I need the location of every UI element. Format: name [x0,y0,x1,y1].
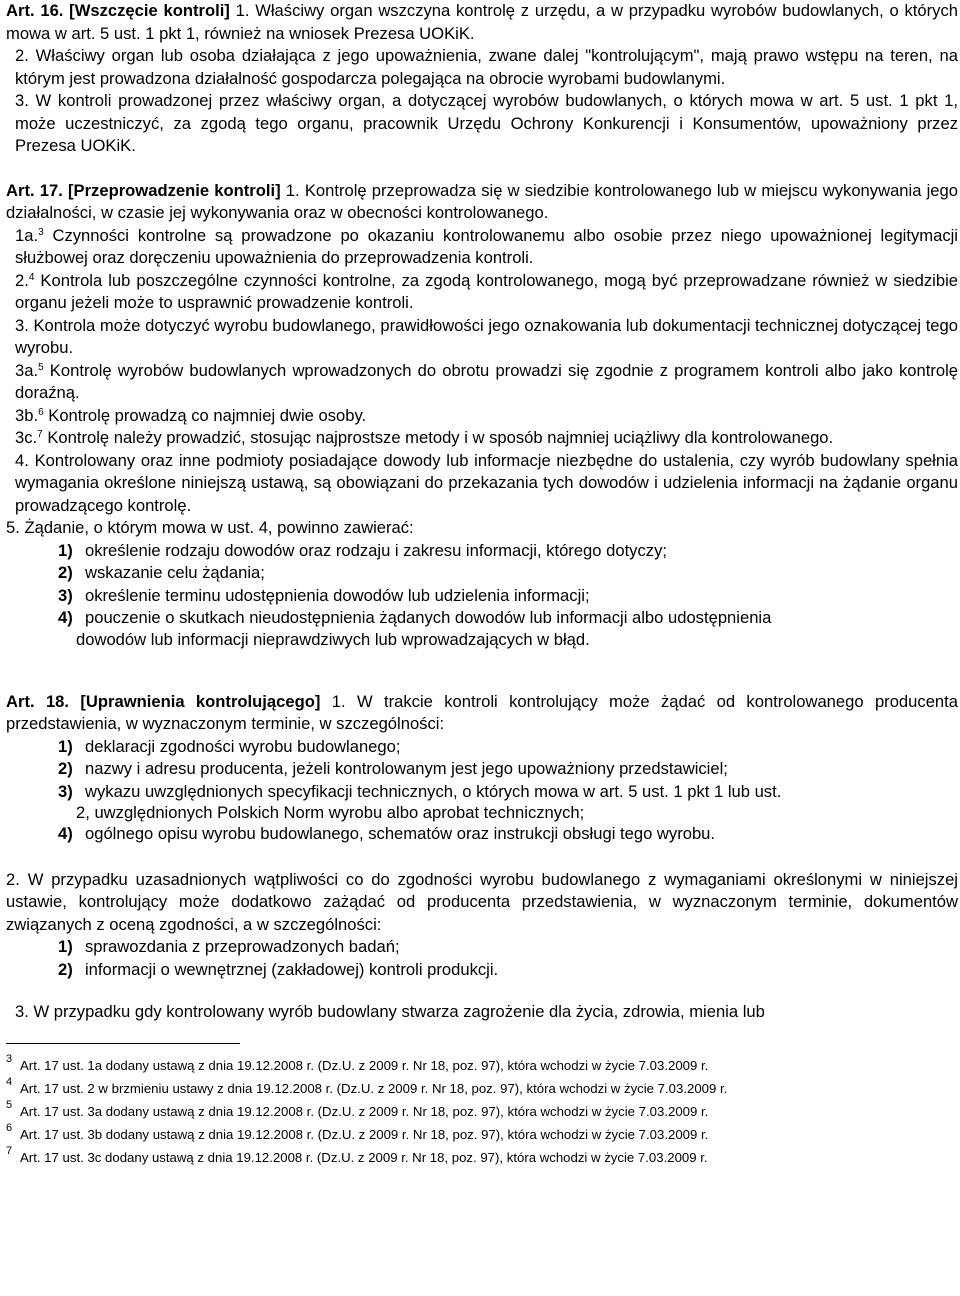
spacer [6,846,958,869]
par-text: Kontrolę prowadzą co najmniej dwie osoby. [43,405,367,425]
art17-paragraph-5: 5. Żądanie, o którym mowa w ust. 4, powinno zawierać: [6,518,414,537]
art16-paragraph-1 [6,0,958,45]
list-item [6,823,958,846]
art17-p1-text: 1. Kontrolę przeprowadza się w siedzibie kontrolowanego lub w miejscu wykonywania jego działalności, w czasie jej wykonywania oraz w obecności kontrolowanego. [6,180,958,222]
footnote [6,1054,958,1077]
par-number: 1a. [15,225,39,245]
item-text: informacji o wewnętrznej (zakładowej) kontroli produkcji. [85,959,499,979]
art18-paragraph-3: 3. W przypadku gdy kontrolowany wyrób budowlany stwarza zagrożenie dla życia, zdrowia, mienia lub [15,1002,765,1021]
footnote-separator [6,1043,240,1044]
art18-paragraph-2: 2. W przypadku uzasadnionych wątpliwości co do zgodności wyrobu budowlanego z wymaganiami określonymi w niniejszej ustawie, kontrolujący może dodatkowo zażądać od producenta przedstawienia, w wyznaczonym terminie, dokumentów związanych z oceną zgodności, a w szczególności: [6,869,958,934]
art18-heading: Art. 18. [Uprawnienia kontrolującego] [6,691,321,711]
list-item [6,781,958,804]
item-text: określenie terminu udostępnienia dowodów lub udzielenia informacji; [85,585,590,605]
footnote-number: 4 [6,1075,13,1088]
item-number: 1) [58,736,73,756]
par-number: 3b. [15,405,39,425]
art16-heading: Art. 16. [Wszczęcie kontroli] [6,1,230,20]
list-item [6,736,958,759]
footnote [6,1077,958,1100]
item-text: określenie rodzaju dowodów oraz rodzaju i zakresu informacji, którego dotyczy; [85,540,667,560]
document-page [6,0,958,1169]
footnote-ref[interactable]: 7 [37,429,43,440]
par-number: 2. [15,270,29,290]
item-continuation: dowodów lub informacji nieprawdziwych lub wprowadzających w błąd. [76,629,590,649]
par-number: 3a. [15,360,39,380]
spacer [6,981,958,1001]
item-number: 4) [58,824,73,843]
par-text: Czynności kontrolne są prowadzone po okazaniu kontrolowanemu albo osobie przez niego upoważnionej legitymacji służbowej oraz doręczeniu upoważnienia do przeprowadzenia kontroli. [15,225,958,267]
art18-p1-text: 1. W trakcie kontroli kontrolujący może żądać od kontrolowanego producenta przedstawienia, w wyznaczonym terminie, w szczególności: [6,691,958,733]
art17-p5-list [6,540,958,650]
art16-p1-text: 1. Właściwy organ wszczyna kontrolę z urzędu, a w przypadku wyrobów budowlanych, o których mowa w art. 5 ust. 1 pkt 1, również na wniosek Prezesa UOKiK. [6,1,958,43]
art18-p1-list [6,736,958,846]
list-item [6,936,958,959]
art17-paragraph-2 [6,270,958,315]
footnote-ref[interactable]: 5 [38,361,44,373]
footnote-number: 6 [6,1121,13,1134]
list-item [6,540,958,563]
spacer [6,158,958,180]
list-item [6,562,958,585]
par-text: Kontrolę należy prowadzić, stosując najprostsze metody i w sposób najmniej uciążliwy dla kontrolowanego. [42,428,834,447]
item-number: 4) [58,608,73,627]
art17-paragraph-3: 3. Kontrola może dotyczyć wyrobu budowlanego, prawidłowości jego oznakowania lub dokumentacji technicznej dotyczącej tego wyrobu. [15,315,958,357]
footnote [6,1100,958,1123]
footnote [6,1146,958,1169]
item-number: 3) [58,781,73,801]
item-continuation: 2, uwzględnionych Polskich Norm wyrobu albo aprobat technicznych; [76,803,585,822]
list-item [6,758,958,781]
footnote-ref[interactable]: 4 [28,271,35,283]
item-text: ogólnego opisu wyrobu budowlanego, schematów oraz instrukcji obsługi tego wyrobu. [85,824,716,843]
par-number: 3c. [15,428,38,447]
item-text: pouczenie o skutkach nieudostępnienia żądanych dowodów lub informacji albo udostępnienia [85,608,772,627]
footnote-number: 7 [6,1144,13,1157]
list-item [6,959,958,982]
art17-paragraph-3a [6,360,958,405]
art17-heading: Art. 17. [Przeprowadzenie kontroli] [6,180,281,200]
art17-paragraph-1a [6,225,958,270]
item-number: 3) [58,585,73,605]
item-text: wskazanie celu żądania; [85,563,265,582]
footnote-text: Art. 17 ust. 1a dodany ustawą z dnia 19.12.2008 r. (Dz.U. z 2009 r. Nr 18, poz. 97), która wchodzi w życie 7.03.2009 r. [20,1057,709,1073]
footnote-text: Art. 17 ust. 3a dodany ustawą z dnia 19.12.2008 r. (Dz.U. z 2009 r. Nr 18, poz. 97), która wchodzi w życie 7.03.2009 r. [20,1103,709,1119]
art17-paragraph-3b [6,405,958,428]
item-number: 2) [58,959,73,979]
list-item [6,607,958,630]
item-text: wykazu uwzględnionych specyfikacji technicznych, o których mowa w art. 5 ust. 1 pkt 1 lub ust. [85,781,782,801]
footnote-ref[interactable]: 6 [38,406,44,418]
item-text: sprawozdania z przeprowadzonych badań; [85,937,400,956]
art17-paragraph-4: 4. Kontrolowany oraz inne podmioty posiadające dowody lub informacje niezbędne do ustalenia, czy wyrób budowlany spełnia wymagania określone niniejszą ustawą, są obowiązani do przekazania tych dowodów i udzielenia informacji na żądanie organu prowadzącego kontrolę. [15,450,958,515]
footnote-text: Art. 17 ust. 3b dodany ustawą z dnia 19.12.2008 r. (Dz.U. z 2009 r. Nr 18, poz. 97), która wchodzi w życie 7.03.2009 r. [20,1126,709,1142]
art17-paragraph-1 [6,180,958,225]
footnote-number: 5 [6,1098,13,1111]
par-text: Kontrola lub poszczególne czynności kontrolne, za zgodą kontrolowanego, mogą być przeprowadzane również w siedzibie organu jeżeli może to usprawnić prowadzenie kontroli. [15,270,958,312]
item-number: 2) [58,759,73,778]
art17-paragraph-3c [6,427,958,450]
item-number: 1) [58,540,73,560]
footnote [6,1123,958,1146]
list-item [6,585,958,608]
item-text: deklaracji zgodności wyrobu budowlanego; [85,736,401,756]
art16-paragraph-2: 2. Właściwy organ lub osoba działająca z jego upoważnienia, zwane dalej "kontrolującym", mają prawo wstępu na teren, na którym jest prowadzona działalność gospodarcza polegająca na obrocie wyrobami budowlanymi. [15,46,958,88]
footnote-text: Art. 17 ust. 3c dodany ustawą z dnia 19.12.2008 r. (Dz.U. z 2009 r. Nr 18, poz. 97), która wchodzi w życie 7.03.2009 r. [20,1149,708,1165]
spacer [6,650,958,691]
art18-paragraph-1 [6,691,958,736]
art18-p2-list [6,936,958,981]
item-text: nazwy i adresu producenta, jeżeli kontrolowanym jest jego upoważniony przedstawiciel; [85,759,728,778]
footnote-ref[interactable]: 3 [38,226,44,238]
art16-paragraph-3: 3. W kontroli prowadzonej przez właściwy organ, a dotyczącej wyrobów budowlanych, o których mowa w art. 5 ust. 1 pkt 1, może uczestniczyć, za zgodą tego organu, pracownik Urzędu Ochrony Konkurencji i Konsumentów, upoważniony przez Prezesa UOKiK. [15,91,958,155]
footnote-text: Art. 17 ust. 2 w brzmieniu ustawy z dnia 19.12.2008 r. (Dz.U. z 2009 r. Nr 18, poz. 97), która wchodzi w życie 7.03.2009 r. [20,1080,728,1096]
item-number: 1) [58,937,73,956]
footnotes [6,1054,958,1169]
footnote-number: 3 [6,1052,13,1065]
par-text: Kontrolę wyrobów budowlanych wprowadzonych do obrotu prowadzi się zgodnie z programem kontroli albo jako kontrolę doraźną. [15,360,958,402]
item-number: 2) [58,563,73,582]
